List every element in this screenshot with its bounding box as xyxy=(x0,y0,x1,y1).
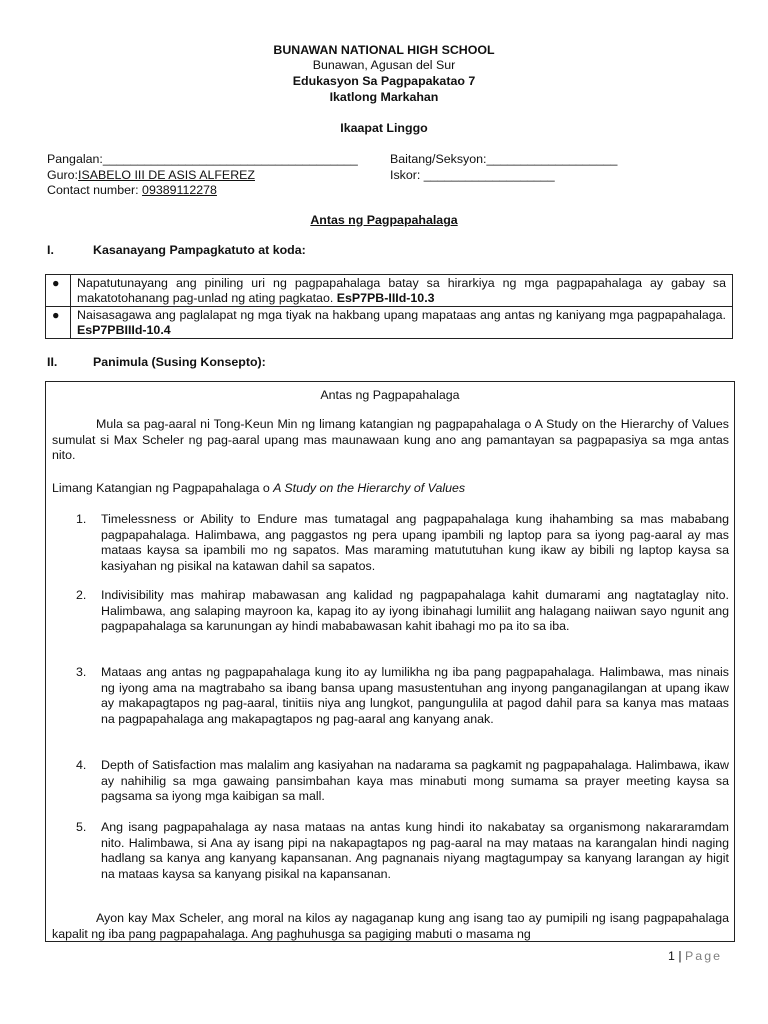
list-item-text: Ang isang pagpapahalaga ay nasa mataas na antas kung hindi ito nakabatay sa organismong nakararamdam nito. Halimbawa, si Ana ay isang pipi na nakapagtapos ng pag-aaral na may mataas na karangalan hindi naging hadlang sa kanya ang kanyang kapansanan. Ang pagnanais niyang magtagumpay sa kanyang larangan ay higit na mataas kaysa sa kanyang pisikal na kapansanan. xyxy=(101,820,729,881)
teacher-field xyxy=(47,167,321,183)
objective-description: Napatutunayang ang piniling uri ng pagpapahalaga batay sa hirarkiya ng mga pagpapahalaga ay gabay sa makatotohanang pag-unlad ng ating pagkatao. xyxy=(77,276,726,305)
grade-blank: ___________________ xyxy=(486,152,618,166)
page-number xyxy=(668,948,722,964)
grade-label: Baitang/Seksyon: xyxy=(390,152,487,166)
objective-row xyxy=(46,275,733,307)
objective-text xyxy=(71,307,733,339)
objective-bullet: ● xyxy=(46,275,71,307)
list-item-number: 3. xyxy=(76,665,87,679)
list-item-number: 1. xyxy=(76,512,87,526)
week-title: Ikaapat Linggo xyxy=(340,121,428,135)
contact-number: 09389112278 xyxy=(142,183,217,197)
list-item-number: 5. xyxy=(76,820,87,834)
section2-heading: Panimula (Susing Konsepto): xyxy=(93,355,266,369)
section2-numeral: II. xyxy=(47,355,58,369)
objective-description: Naisasagawa ang paglalapat ng mga tiyak na hakbang upang mapataas ang antas ng kaniyang mga pagpapahalaga. xyxy=(77,308,726,322)
subheading-italic: A Study on the Hierarchy of Values xyxy=(273,481,466,495)
footer-divider xyxy=(45,941,735,942)
page-number-value: 1 xyxy=(668,949,675,963)
name-label: Pangalan: xyxy=(47,152,103,166)
list-item-number: 4. xyxy=(76,758,87,772)
objective-code: EsP7PB-IIId-10.3 xyxy=(336,290,435,305)
quarter-title: Ikatlong Markahan xyxy=(329,90,439,104)
objective-code: EsP7PBIIId-10.4 xyxy=(77,322,171,337)
school-name: BUNAWAN NATIONAL HIGH SCHOOL xyxy=(273,43,495,57)
page-word: Page xyxy=(685,949,722,963)
name-field xyxy=(47,151,358,167)
list-item-text: Indivisibility mas mahirap mabawasan ang kalidad ng pagpapahalaga kahit dumarami ang nagtataglay nito. Halimbawa, ang salaping mayroon ka, kapag ito ay iyong ibinahagi lumiliit ang halagang naiiwan sayo ngunit ang pagpapahalaga sa karunungan ay hindi mababawasan kahit ibahagi mo pa ito sa iba. xyxy=(101,588,729,633)
contact-field xyxy=(47,182,217,198)
list-item-text: Timelessness or Ability to Endure mas tumatagal ang pagpapahalaga kung ihahambing sa mas mababang pagpapahalaga. Halimbawa, ang paggastos ng pera upang ipambili ng laptop para sa iyong pag-aaral ay mas mataas kaysa sa ipambili mo ng sapatos. Mas maraming matututuhan kung ikaw ay bibili ng laptop kaysa sa kasiyahan ng pisikal na katawan dahil sa sapatos. xyxy=(101,512,729,573)
score-label: Iskor: xyxy=(390,168,421,182)
objectives-table xyxy=(45,274,733,339)
score-blank: ___________________ xyxy=(420,168,555,182)
page-separator: | xyxy=(674,949,686,963)
objective-bullet: ● xyxy=(46,307,71,339)
concept-box-title: Antas ng Pagpapahalaga xyxy=(320,388,460,402)
contact-label: Contact number: xyxy=(47,183,143,197)
grade-field xyxy=(390,151,617,167)
list-item-number: 2. xyxy=(76,588,87,602)
section1-numeral: I. xyxy=(47,243,54,257)
subheading-text: Limang Katangian ng Pagpapahalaga o xyxy=(52,481,274,495)
section1-heading: Kasanayang Pampagkatuto at koda: xyxy=(93,243,306,257)
subject-title: Edukasyon Sa Pagpapakatao 7 xyxy=(292,74,476,88)
teacher-label: Guro: xyxy=(47,168,78,182)
concept-box xyxy=(45,381,735,942)
teacher-value: ISABELO III DE ASIS ALFEREZ xyxy=(78,168,255,182)
list-item-text: Depth of Satisfaction mas malalim ang kasiyahan na nadarama sa pagkamit ng pagpapahalaga. Halimbawa, ikaw ay nahihilig sa mga gawaing pansimbahan kaya mas minabuti mong sumama sa prayer meeting kaysa sa pagsama sa iyong mga kaibigan sa mall. xyxy=(101,758,729,803)
closing-paragraph: Ayon kay Max Scheler, ang moral na kilos ay nagaganap kung ang isang tao ay pumipili ng isang pagpapahalaga kapalit ng iba pang pagpapahalaga. Ang paghuhusga sa pagiging mabuti o masama ng xyxy=(52,911,729,941)
score-field xyxy=(390,167,555,183)
document-title: Antas ng Pagpapahalaga xyxy=(310,213,458,227)
school-location: Bunawan, Agusan del Sur xyxy=(312,58,456,72)
intro-paragraph: Mula sa pag-aaral ni Tong-Keun Min ng limang katangian ng pagpapahalaga o A Study on the Hierarchy of Values sumulat si Max Scheler ng pag-aaral upang mas maunawaan kung ano ang pamantayan sa pagpapasiya sa mga antas nito. xyxy=(52,417,729,462)
name-blank: _____________________________________ xyxy=(102,152,358,166)
list-item-text: Mataas ang antas ng pagpapahalaga kung ito ay lumilikha ng iba pang pagpapahalaga. Halimbawa, mas ninais ng iyong ama na magtrabaho sa ibang bansa upang masustentuhan ang inyong panganagilangan at upang ikaw ay makapagtapos ng pag-aaral, tinitiis niya ang lungkot, pangungulila at pagod dahil para sa kanya mas mataas na pagpapahalaga ang makapagtapos ng pag-aaral ang kanyang anak. xyxy=(101,665,729,726)
objective-text xyxy=(71,275,733,307)
objective-row xyxy=(46,307,733,339)
values-subheading xyxy=(52,481,729,497)
